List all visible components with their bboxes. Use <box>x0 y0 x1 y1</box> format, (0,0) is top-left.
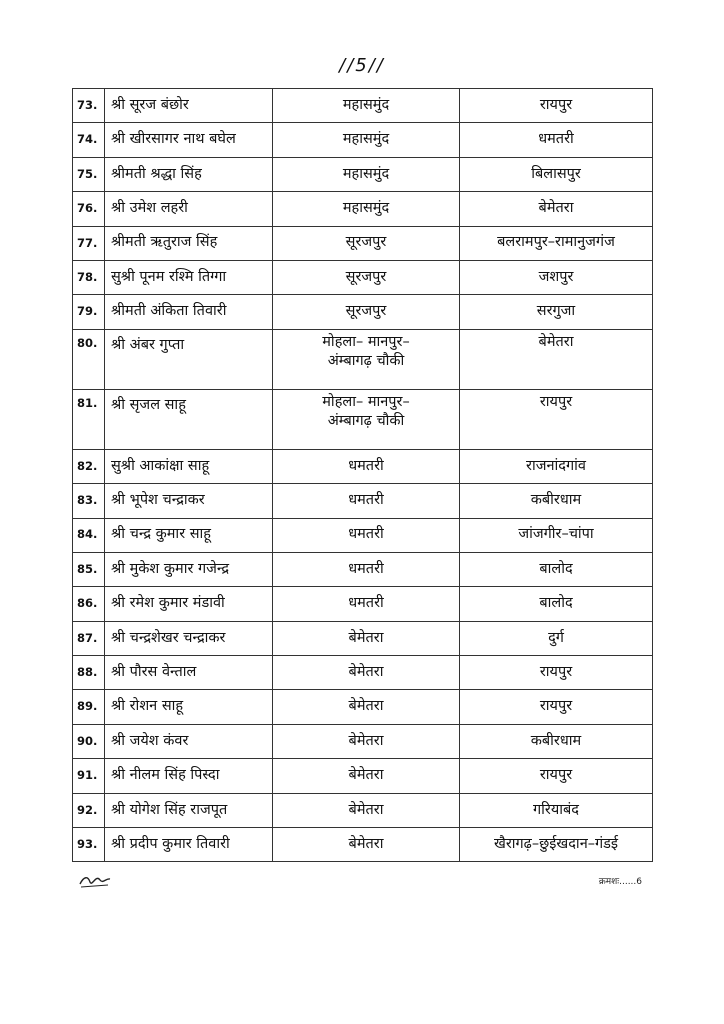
transfer-table <box>72 88 653 862</box>
table-row <box>73 226 653 260</box>
table-row <box>73 793 653 827</box>
current-posting-cell: बेमेतरा <box>273 656 460 690</box>
serial-number-cell: 74. <box>73 123 105 157</box>
new-posting-cell: बालोद <box>460 587 653 621</box>
current-posting-cell: महासमुंद <box>273 192 460 226</box>
new-posting-cell: रायपुर <box>460 389 653 449</box>
table-row <box>73 518 653 552</box>
new-posting-cell: खैरागढ़–छुईखदान–गंडई <box>460 828 653 862</box>
current-posting-cell: बेमेतरा <box>273 759 460 793</box>
serial-number-cell: 78. <box>73 260 105 294</box>
officer-name-cell: सुश्री पूनम रश्मि तिग्गा <box>105 260 273 294</box>
officer-name-cell: सुश्री आकांक्षा साहू <box>105 449 273 483</box>
officer-name-cell: श्री चन्द्र कुमार साहू <box>105 518 273 552</box>
current-posting-cell: बेमेतरा <box>273 621 460 655</box>
serial-number-cell: 76. <box>73 192 105 226</box>
current-posting-cell: धमतरी <box>273 518 460 552</box>
current-posting-cell: महासमुंद <box>273 89 460 123</box>
serial-number-cell: 87. <box>73 621 105 655</box>
officer-name-cell: श्री जयेश कंवर <box>105 724 273 758</box>
current-posting-cell: धमतरी <box>273 587 460 621</box>
serial-number-cell: 83. <box>73 484 105 518</box>
new-posting-cell: राजनांदगांव <box>460 449 653 483</box>
officer-name-cell: श्री पौरस वेन्ताल <box>105 656 273 690</box>
current-posting-cell <box>273 389 460 449</box>
table-row <box>73 389 653 449</box>
current-posting-cell: सूरजपुर <box>273 260 460 294</box>
serial-number-cell: 75. <box>73 157 105 191</box>
serial-number-cell: 85. <box>73 552 105 586</box>
table-row <box>73 157 653 191</box>
new-posting-cell: गरियाबंद <box>460 793 653 827</box>
table-row <box>73 690 653 724</box>
new-posting-cell: सरगुजा <box>460 295 653 329</box>
serial-number-cell: 82. <box>73 449 105 483</box>
table-body <box>73 89 653 862</box>
new-posting-cell: दुर्ग <box>460 621 653 655</box>
serial-number-cell: 79. <box>73 295 105 329</box>
current-posting-line1: मोहला– मानपुर– <box>322 393 410 410</box>
officer-name-cell: श्री खीरसागर नाथ बघेल <box>105 123 273 157</box>
new-posting-cell: रायपुर <box>460 690 653 724</box>
officer-name-cell: श्री नीलम सिंह पिस्दा <box>105 759 273 793</box>
current-posting-cell: धमतरी <box>273 484 460 518</box>
officer-name-cell: श्री मुकेश कुमार गजेन्द्र <box>105 552 273 586</box>
table-row <box>73 449 653 483</box>
serial-number-cell: 88. <box>73 656 105 690</box>
serial-number-cell: 86. <box>73 587 105 621</box>
new-posting-cell: जांजगीर–चांपा <box>460 518 653 552</box>
officer-name-cell: श्री प्रदीप कुमार तिवारी <box>105 828 273 862</box>
serial-number-cell: 93. <box>73 828 105 862</box>
current-posting-cell: धमतरी <box>273 449 460 483</box>
serial-number-cell: 92. <box>73 793 105 827</box>
current-posting-cell: बेमेतरा <box>273 690 460 724</box>
new-posting-cell: बलरामपुर–रामानुजगंज <box>460 226 653 260</box>
serial-number-cell: 80. <box>73 329 105 389</box>
current-posting-cell: सूरजपुर <box>273 295 460 329</box>
current-posting-cell: बेमेतरा <box>273 724 460 758</box>
new-posting-cell: जशपुर <box>460 260 653 294</box>
table-row <box>73 552 653 586</box>
current-posting-cell: बेमेतरा <box>273 793 460 827</box>
table-row <box>73 828 653 862</box>
new-posting-cell: बालोद <box>460 552 653 586</box>
officer-name-cell: श्री सूरज बंछोर <box>105 89 273 123</box>
new-posting-cell: रायपुर <box>460 89 653 123</box>
signature-mark <box>78 870 112 890</box>
officer-name-cell: श्रीमती श्रद्धा सिंह <box>105 157 273 191</box>
officer-name-cell: श्री योगेश सिंह राजपूत <box>105 793 273 827</box>
table-row <box>73 192 653 226</box>
new-posting-cell: बिलासपुर <box>460 157 653 191</box>
officer-name-cell: श्री भूपेश चन्द्राकर <box>105 484 273 518</box>
table-row <box>73 587 653 621</box>
current-posting-cell: धमतरी <box>273 552 460 586</box>
current-posting-cell: महासमुंद <box>273 123 460 157</box>
serial-number-cell: 90. <box>73 724 105 758</box>
table-row <box>73 295 653 329</box>
new-posting-cell: धमतरी <box>460 123 653 157</box>
new-posting-cell: कबीरधाम <box>460 724 653 758</box>
table-row <box>73 621 653 655</box>
serial-number-cell: 84. <box>73 518 105 552</box>
table-row <box>73 123 653 157</box>
table-row <box>73 484 653 518</box>
current-posting-cell: बेमेतरा <box>273 828 460 862</box>
officer-name-cell: श्रीमती अंकिता तिवारी <box>105 295 273 329</box>
table-row <box>73 724 653 758</box>
table-row <box>73 656 653 690</box>
serial-number-cell: 91. <box>73 759 105 793</box>
officer-name-cell: श्री रमेश कुमार मंडावी <box>105 587 273 621</box>
table-row <box>73 759 653 793</box>
continuation-note: क्रमशः......6 <box>598 877 642 887</box>
current-posting-cell: महासमुंद <box>273 157 460 191</box>
serial-number-cell: 89. <box>73 690 105 724</box>
table-row <box>73 329 653 389</box>
current-posting-cell: सूरजपुर <box>273 226 460 260</box>
current-posting-line2: अंम्बागढ़ चौकी <box>327 413 405 430</box>
serial-number-cell: 81. <box>73 389 105 449</box>
new-posting-cell: बेमेतरा <box>460 329 653 389</box>
new-posting-cell: रायपुर <box>460 759 653 793</box>
current-posting-line2: अंम्बागढ़ चौकी <box>327 353 405 370</box>
officer-name-cell: श्री रोशन साहू <box>105 690 273 724</box>
new-posting-cell: रायपुर <box>460 656 653 690</box>
page-number: //5// <box>339 55 385 76</box>
table-row <box>73 260 653 294</box>
officer-name-cell: श्रीमती ऋतुराज सिंह <box>105 226 273 260</box>
current-posting-cell <box>273 329 460 389</box>
new-posting-cell: बेमेतरा <box>460 192 653 226</box>
current-posting-line1: मोहला– मानपुर– <box>322 333 410 350</box>
table-row <box>73 89 653 123</box>
new-posting-cell: कबीरधाम <box>460 484 653 518</box>
officer-name-cell: श्री चन्द्रशेखर चन्द्राकर <box>105 621 273 655</box>
officer-name-cell: श्री अंबर गुप्ता <box>105 329 273 389</box>
serial-number-cell: 73. <box>73 89 105 123</box>
officer-name-cell: श्री सृजल साहू <box>105 389 273 449</box>
officer-name-cell: श्री उमेश लहरी <box>105 192 273 226</box>
serial-number-cell: 77. <box>73 226 105 260</box>
